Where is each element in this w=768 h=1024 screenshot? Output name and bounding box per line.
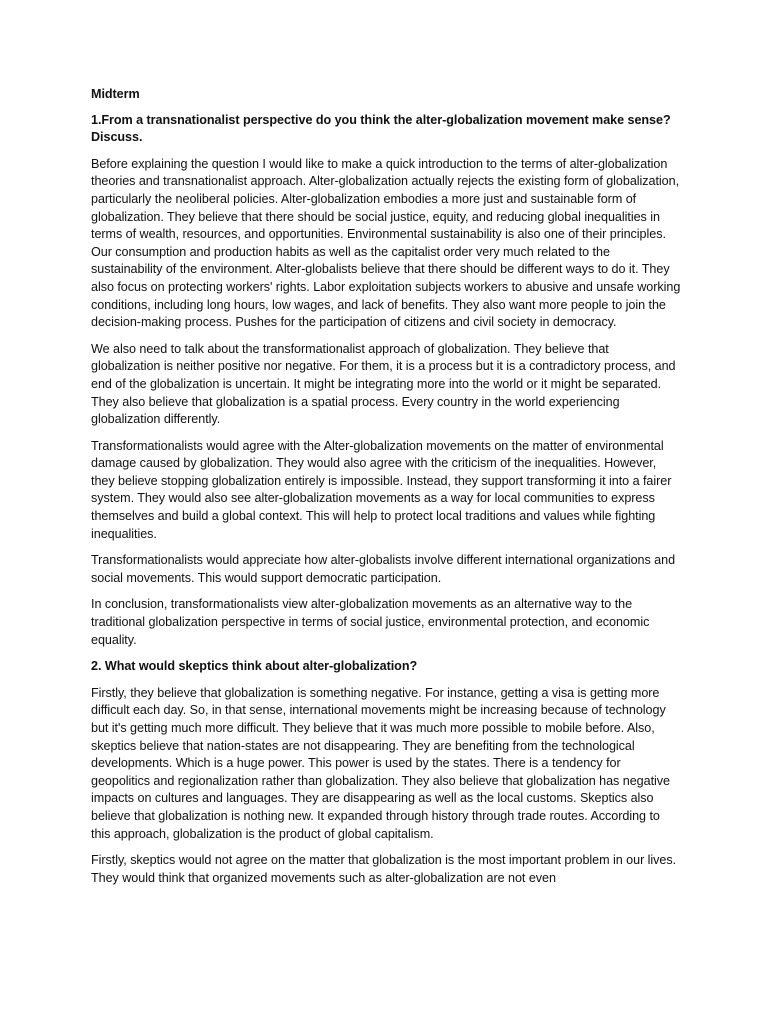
q1-paragraph-1: Before explaining the question I would like to make a quick introduction to the terms of alter-globalization theories and transnationalist approach. Alter-globalization actually rejects the existing form of globalization, particularly the neoliberal policies. Alter-globalization embodies a more just and sustainable form of globalization. They believe that there should be social justice, equity, and reducing global inequalities in terms of wealth, resources, and opportunities. Environmental sustainability is also one of their principles. Our consumption and production habits as well as the capitalist order very much related to the sustainability of the environment. Alter-globalists believe that there should be different ways to do it. They also focus on protecting workers' rights. Labor exploitation subjects workers to abusive and unsafe working conditions, including long hours, low wages, and lack of benefits. They also want more people to join the decision-making process. Pushes for the participation of citizens and civil society in democracy. [91, 156, 681, 330]
document-title: Midterm [91, 87, 140, 101]
q2-paragraph-2: Firstly, skeptics would not agree on the matter that globalization is the most important problem in our lives. They would think that organized movements such as alter-globalization are not even [91, 853, 677, 885]
q1-paragraph-4: Transformationalists would appreciate how alter-globalists involve different international organizations and social movements. This would support democratic participation. [91, 553, 676, 585]
q2-paragraph-1: Firstly, they believe that globalization is something negative. For instance, getting a visa is getting more difficult each day. So, in that sense, international movements might be increasing because of technology but it's getting much more difficult. They believe that it was much more possible to mobile before. Also, skeptics believe that nation-states are not disappearing. They are benefiting from the technological developments. Which is a huge power. This power is used by the states. There is a tendency for geopolitics and regionalization rather than globalization. They also believe that globalization has negative impacts on cultures and languages. They are disappearing as well as the local customs. Skeptics also believe that globalization is nothing new. It expanded through history through trade routes. According to this approach, globalization is the product of global capitalism. [91, 685, 670, 841]
q1-paragraph-2: We also need to talk about the transformationalist approach of globalization. They believe that globalization is neither positive nor negative. For them, it is a process but it is a contradictory process, and end of the globalization is uncertain. It might be integrating more into the world or it might be separated. They also believe that globalization is a spatial process. Every country in the world experiencing globalization differently. [91, 341, 676, 427]
document-page [91, 86, 681, 896]
question-2-heading: 2. What would skeptics think about alter-globalization? [91, 659, 418, 674]
question-1-heading: 1.From a transnationalist perspective do you think the alter-globalization movement make sense? Discuss. [91, 112, 671, 145]
q1-paragraph-3: Transformationalists would agree with the Alter-globalization movements on the matter of environmental damage caused by globalization. They would also agree with the criticism of the inequalities. However, they believe stopping globalization entirely is impossible. Instead, they support transforming it into a fairer system. They would also see alter-globalization movements as a way for local communities to express themselves and build a global context. This will help to protect local traditions and values while fighting inequalities. [91, 438, 672, 541]
q1-paragraph-5: In conclusion, transformationalists view alter-globalization movements as an alternative way to the traditional globalization perspective in terms of social justice, environmental protection, and economic equality. [91, 597, 650, 647]
